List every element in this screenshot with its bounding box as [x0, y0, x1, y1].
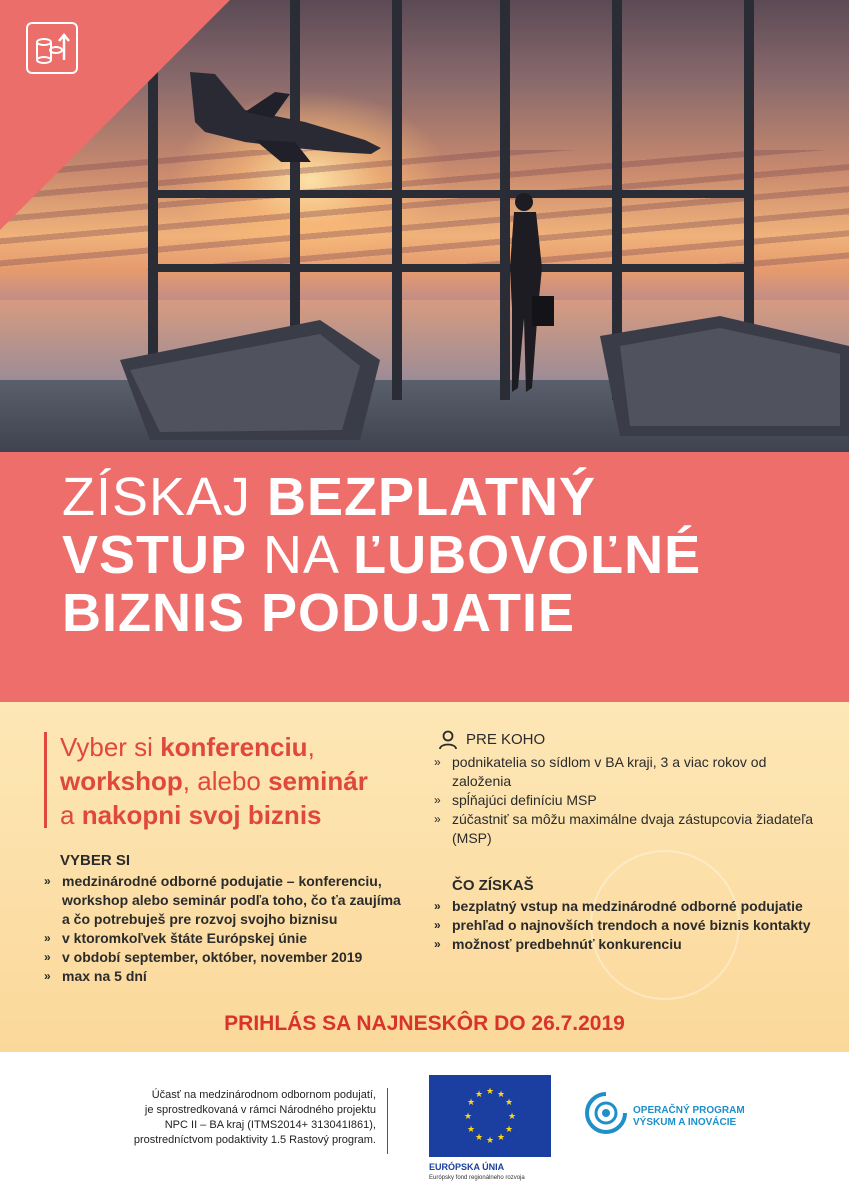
svg-text:★: ★: [466, 1098, 476, 1108]
list-item: [434, 753, 814, 791]
bullet: »: [434, 937, 441, 951]
bullet: »: [44, 950, 51, 964]
person-icon: [438, 730, 458, 750]
svg-text:★: ★: [466, 1125, 476, 1135]
bullet: »: [44, 874, 51, 888]
svg-text:★: ★: [463, 1112, 473, 1122]
list-item-text: max na 5 dní: [62, 968, 147, 984]
svg-text:★: ★: [485, 1136, 495, 1146]
tagline-highlight: nakopni svoj biznis: [81, 800, 322, 830]
coins-growth-icon: [26, 22, 78, 74]
bullet: »: [434, 899, 441, 913]
svg-text:★: ★: [485, 1087, 495, 1097]
tagline-text: ,: [307, 732, 315, 762]
list-item-text: možnosť predbehnúť konkurenciu: [452, 936, 682, 952]
pre-koho-heading: PRE KOHO: [466, 731, 546, 748]
footer-note: [100, 1088, 376, 1148]
co-ziskas-list: [434, 897, 834, 954]
footer-note-line: Účasť na medzinárodnom odbornom podujatí,: [151, 1089, 376, 1101]
deadline-text: PRIHLÁS SA NAJNESKÔR DO 26.7.2019: [224, 1012, 625, 1035]
footer-note-line: je sprostredkovaná v rámci Národného projektu: [144, 1104, 376, 1116]
svg-text:★: ★: [496, 1090, 506, 1100]
bullet: »: [434, 918, 441, 932]
tagline: [60, 730, 390, 832]
seats-image: [600, 316, 849, 436]
list-item-text: v období september, október, november 2019: [62, 949, 363, 965]
tagline-highlight: konferenciu: [160, 732, 308, 762]
pre-koho-list: [434, 753, 814, 848]
svg-text:★: ★: [507, 1112, 517, 1122]
op-vai-logo: [583, 1090, 629, 1136]
svg-text:★: ★: [474, 1090, 484, 1100]
headline-text: ZÍSKAJ: [62, 467, 268, 527]
bullet: »: [44, 931, 51, 945]
window-bar: [150, 190, 750, 198]
tagline-text: Vyber si: [60, 732, 161, 762]
tagline-text: a: [60, 800, 82, 830]
footer-note-line: prostredníctvom podaktivity 1.5 Rastový program.: [133, 1134, 376, 1146]
footer-note-line: NPC II – BA kraj (ITMS2014+ 313041I861),: [164, 1119, 376, 1131]
list-item: [434, 916, 834, 935]
eu-title: EURÓPSKA ÚNIA: [429, 1162, 505, 1172]
list-item: [44, 967, 404, 986]
svg-text:★: ★: [474, 1133, 484, 1143]
eu-flag-logo: [429, 1075, 551, 1157]
list-item: [44, 929, 404, 948]
list-item: [434, 935, 834, 954]
bullet: »: [434, 793, 441, 807]
list-item-text: zúčastniť sa môžu maximálne dvaja zástupcovia žiadateľa (MSP): [452, 811, 814, 846]
businesswoman-image: [502, 188, 562, 400]
svg-text:★: ★: [496, 1133, 506, 1143]
list-item: [44, 948, 404, 967]
headline: [62, 468, 822, 642]
headline-text: BEZPLATNÝ: [267, 467, 597, 527]
list-item-text: v ktoromkoľvek štáte Európskej únie: [62, 930, 308, 946]
list-item: [434, 810, 814, 848]
vyber-heading: VYBER SI: [60, 852, 131, 869]
headline-text: ĽUBOVOĽNÉ: [353, 525, 702, 585]
tagline-accent-bar: [44, 732, 47, 828]
tagline-highlight: workshop: [60, 766, 183, 796]
list-item: [44, 872, 404, 929]
list-item-text: medzinárodné odborné podujatie – konferenciu, workshop alebo seminár podľa toho, čo ťa zaujíma a čo potrebuješ pre rozvoj svojho biznisu: [62, 873, 401, 927]
co-ziskas-heading: ČO ZÍSKAŠ: [452, 877, 534, 894]
op-line: OPERAČNÝ PROGRAM: [633, 1105, 745, 1116]
bullet: »: [434, 812, 441, 826]
eu-subtitle: Európsky fond regionálneho rozvoja: [429, 1175, 525, 1181]
seats-image: [120, 320, 380, 440]
list-item-text: bezplatný vstup na medzinárodné odborné podujatie: [452, 898, 803, 914]
op-line: VÝSKUM A INOVÁCIE: [633, 1117, 737, 1128]
tagline-highlight: seminár: [268, 766, 368, 796]
bullet: »: [44, 969, 51, 983]
list-item: [434, 897, 834, 916]
tagline-text: , alebo: [182, 766, 269, 796]
headline-text: VSTUP: [62, 525, 248, 585]
footer-divider: [387, 1088, 388, 1154]
window-bar: [150, 264, 750, 272]
window-frame: [392, 0, 402, 400]
list-item: [434, 791, 814, 810]
vyber-list: [44, 872, 404, 986]
list-item-text: podnikatelia so sídlom v BA kraji, 3 a viac rokov od založenia: [452, 754, 767, 789]
bullet: »: [434, 755, 441, 769]
list-item-text: prehľad o najnovších trendoch a nové biznis kontakty: [452, 917, 811, 933]
hero-photo: [0, 0, 849, 452]
list-item-text: spĺňajúci definíciu MSP: [452, 792, 597, 808]
svg-text:★: ★: [504, 1098, 514, 1108]
headline-text: NA: [247, 525, 354, 585]
op-vai-text: [633, 1105, 745, 1129]
headline-text: BIZNIS PODUJATIE: [62, 583, 576, 643]
svg-text:★: ★: [504, 1125, 514, 1135]
